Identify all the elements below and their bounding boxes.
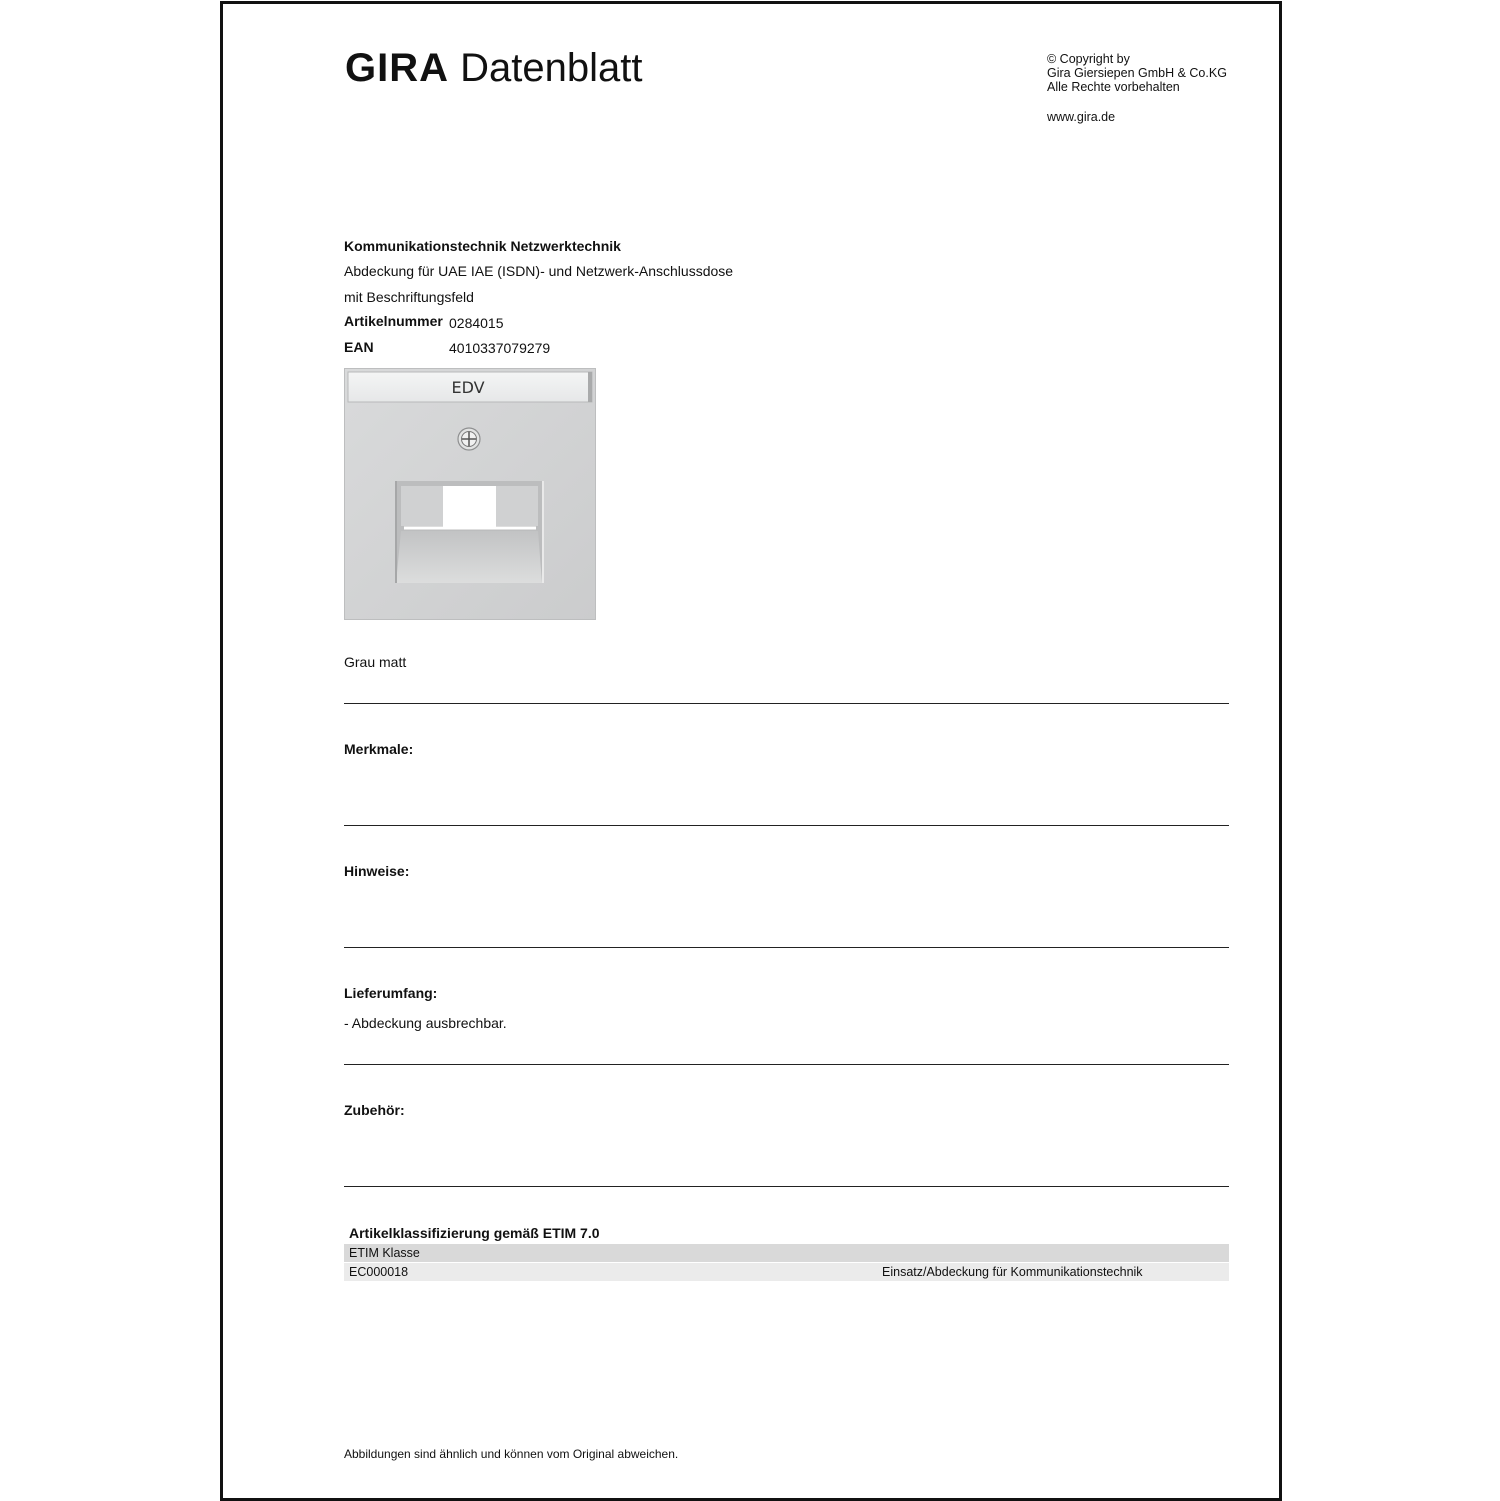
article-number-label: Artikelnummer (344, 313, 443, 329)
divider (344, 1186, 1229, 1187)
features-heading: Merkmale: (344, 741, 414, 757)
website-link[interactable]: www.gira.de (1047, 110, 1116, 124)
scope-heading: Lieferumfang: (344, 985, 438, 1001)
etim-title: Artikelklassifizierung gemäß ETIM 7.0 (349, 1225, 600, 1241)
notes-heading: Hinweise: (344, 863, 410, 879)
gira-logo (345, 48, 642, 88)
product-description: Abdeckung für UAE IAE (ISDN)- und Netzwerk-Anschlussdose (344, 263, 734, 279)
product-image (344, 368, 596, 620)
divider (344, 1064, 1229, 1065)
etim-class-code: EC000018 (349, 1265, 409, 1279)
screw-icon (458, 428, 480, 450)
copyright-line: Gira Giersiepen GmbH & Co.KG (1047, 66, 1227, 80)
accessories-heading: Zubehör: (344, 1102, 405, 1118)
etim-header-row (344, 1244, 1229, 1262)
footer-disclaimer: Abbildungen sind ähnlich und können vom Original abweichen. (344, 1447, 679, 1461)
product-description-2: mit Beschriftungsfeld (344, 289, 474, 305)
etim-class-name: Einsatz/Abdeckung für Kommunikationstechnik (882, 1265, 1143, 1279)
copyright-line: © Copyright by (1047, 52, 1130, 66)
product-category: Kommunikationstechnik Netzwerktechnik (344, 238, 621, 254)
port-window (443, 486, 496, 528)
label-field-text: EDV (451, 378, 485, 397)
brand-name: GIRA (345, 46, 449, 90)
copyright-line: Alle Rechte vorbehalten (1047, 80, 1180, 94)
doc-type: Datenblatt (460, 46, 643, 90)
etim-class-row (344, 1263, 1229, 1281)
etim-header-label: ETIM Klasse (349, 1246, 420, 1260)
color-variant: Grau matt (344, 654, 407, 670)
datasheet-page (220, 1, 1282, 1501)
divider (344, 947, 1229, 948)
article-number: 0284015 (449, 315, 504, 331)
ean-value: 4010337079279 (449, 340, 551, 356)
divider (344, 703, 1229, 704)
copyright-block (1047, 52, 1227, 94)
scope-item: - Abdeckung ausbrechbar. (344, 1015, 507, 1031)
divider (344, 825, 1229, 826)
ean-label: EAN (344, 339, 374, 355)
